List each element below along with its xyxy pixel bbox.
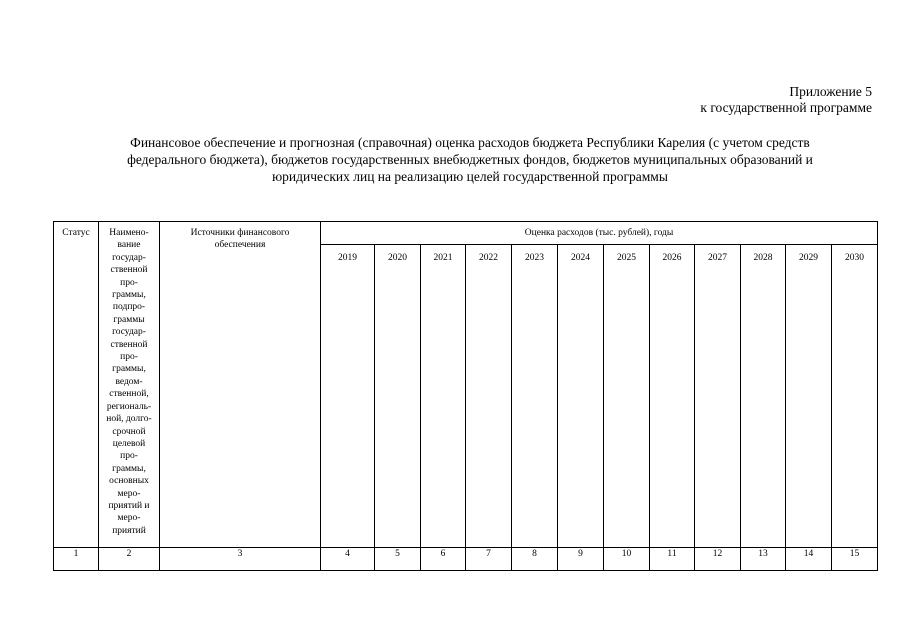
header-name-line: про- (120, 352, 138, 363)
column-number: 9 (558, 548, 604, 571)
column-number: 5 (375, 548, 421, 571)
header-name-line: приятий и (108, 500, 150, 511)
header-status: Статус (54, 222, 99, 548)
column-number: 6 (421, 548, 466, 571)
year-cell: 2023 (512, 245, 558, 548)
year-cell: 2029 (786, 245, 832, 548)
header-row (54, 222, 878, 245)
title-line-2: федерального бюджета), бюджетов государственных внебюджетных фондов, бюджетов муниципальных образований и (127, 152, 813, 167)
year-cell: 2026 (650, 245, 695, 548)
header-name-line: граммы (113, 314, 145, 325)
header-name-line: про- (120, 277, 138, 288)
header-name-line: ственной (110, 339, 148, 350)
year-cell: 2022 (466, 245, 512, 548)
title-line-3: юридических лиц на реализацию целей государственной программы (272, 169, 668, 184)
year-cell: 2021 (421, 245, 466, 548)
header-sources (160, 222, 321, 548)
appendix-line-2: к государственной программе (700, 100, 872, 115)
column-number: 3 (160, 548, 321, 571)
header-name-line: ственной, (109, 389, 149, 400)
header-name (99, 222, 160, 548)
column-number: 7 (466, 548, 512, 571)
header-name-line: граммы, (112, 463, 146, 474)
year-cell: 2024 (558, 245, 604, 548)
header-name-line: вание (117, 240, 141, 251)
column-number: 12 (695, 548, 741, 571)
header-name-line: про- (120, 451, 138, 462)
header-name-line: приятий (112, 525, 146, 536)
column-number: 4 (321, 548, 375, 571)
header-name-line: подпро- (112, 302, 146, 313)
title-line-1: Финансовое обеспечение и прогнозная (справочная) оценка расходов бюджета Республики Карелия (с учетом средств (130, 135, 810, 150)
budget-table (53, 221, 878, 571)
column-number: 13 (741, 548, 786, 571)
column-number: 10 (604, 548, 650, 571)
year-cell: 2025 (604, 245, 650, 548)
year-cell: 2019 (321, 245, 375, 548)
header-name-line: целевой (112, 438, 146, 449)
header-estimate: Оценка расходов (тыс. рублей), годы (321, 222, 878, 245)
header-name-line: региональ- (106, 401, 152, 412)
column-number: 1 (54, 548, 99, 571)
header-name-line: Наимено- (109, 228, 149, 238)
year-cell: 2028 (741, 245, 786, 548)
header-name-line: основных (109, 476, 149, 487)
column-number-row (54, 548, 878, 571)
header-sources-line: Источники финансового (190, 228, 290, 238)
document-title (40, 134, 900, 185)
column-number: 14 (786, 548, 832, 571)
header-name-line: государ- (112, 252, 146, 263)
header-name-line: граммы, (112, 364, 146, 375)
column-number: 11 (650, 548, 695, 571)
header-sources-line: обеспечения (214, 240, 266, 251)
header-name-line: государ- (112, 327, 146, 338)
header-name-line: ведом- (115, 376, 143, 387)
header-name-line: ной, долго- (106, 414, 152, 425)
header-name-line: ственной (110, 265, 148, 276)
header-name-line: меро- (117, 488, 141, 499)
header-name-line: срочной (112, 426, 146, 437)
column-number: 15 (832, 548, 878, 571)
column-number: 2 (99, 548, 160, 571)
year-cell: 2027 (695, 245, 741, 548)
year-cell: 2030 (832, 245, 878, 548)
header-name-line: меро- (117, 513, 141, 524)
column-number: 8 (512, 548, 558, 571)
header-name-line: граммы, (112, 290, 146, 301)
appendix-line-1: Приложение 5 (789, 84, 872, 99)
year-cell: 2020 (375, 245, 421, 548)
appendix-note (700, 84, 872, 116)
